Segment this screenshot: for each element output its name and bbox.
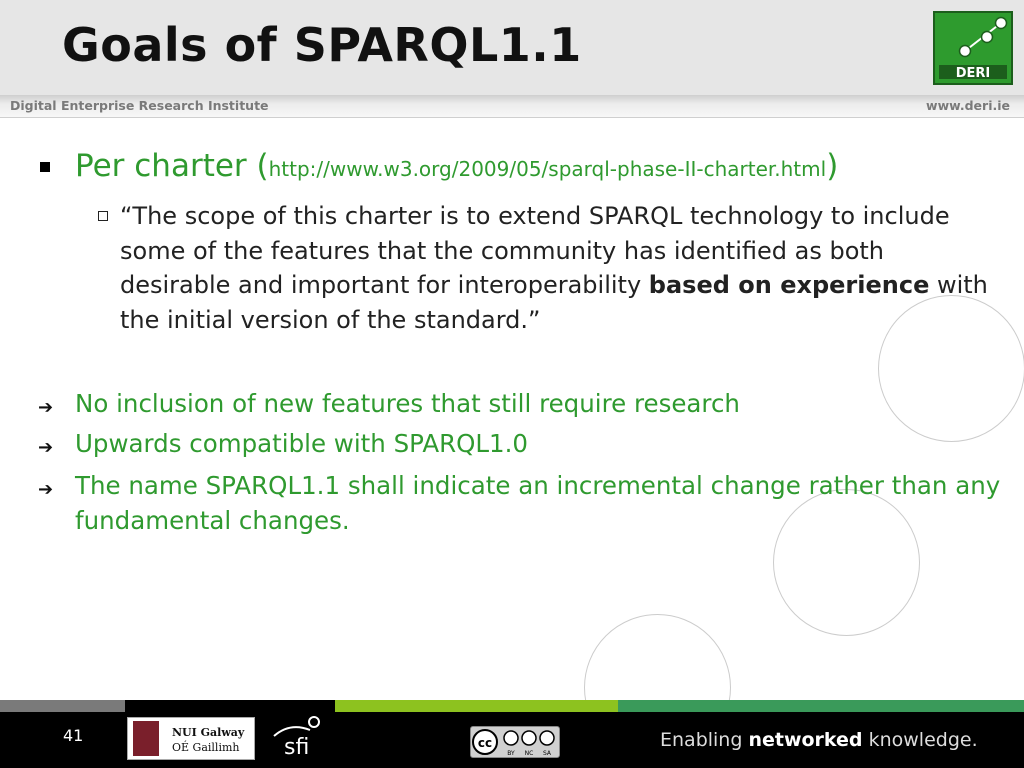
nui-galway-logo bbox=[127, 717, 255, 760]
page-number: 41 bbox=[63, 726, 84, 745]
footer-stripe bbox=[125, 700, 335, 712]
footer-stripe bbox=[335, 700, 618, 712]
sfi-text: sfi bbox=[284, 735, 310, 760]
cc-by-label: BY bbox=[507, 750, 515, 757]
charter-quote bbox=[120, 199, 1000, 337]
hollow-square-bullet-icon bbox=[98, 211, 108, 221]
arrow-bullet-icon: ➔ bbox=[38, 479, 54, 500]
nui-name: NUI Galway bbox=[172, 726, 245, 739]
slide-title: Goals of SPARQL1.1 bbox=[62, 18, 582, 72]
arrow-bullet-icon: ➔ bbox=[38, 437, 54, 458]
deri-logo-text: DERI bbox=[955, 66, 991, 81]
svg-text:cc: cc bbox=[477, 736, 493, 750]
nui-name-irish: OÉ Gaillimh bbox=[172, 741, 240, 754]
goal-item: The name SPARQL1.1 shall indicate an incremental change rather than any fundamental changes. bbox=[75, 471, 1001, 535]
cc-nc-label: NC bbox=[524, 750, 534, 757]
nui-tower-icon bbox=[133, 721, 159, 756]
sfi-logo bbox=[270, 714, 345, 766]
footer-stripe bbox=[618, 700, 1024, 712]
goal-item: Upwards compatible with SPARQL1.0 bbox=[75, 429, 529, 458]
charter-bullet bbox=[75, 148, 838, 184]
square-bullet-icon bbox=[40, 162, 50, 172]
tagline bbox=[660, 729, 978, 751]
cc-sa-label: SA bbox=[542, 750, 552, 757]
footer-stripe bbox=[0, 700, 125, 712]
quote-bold: based on experience bbox=[648, 271, 930, 299]
goal-item: No inclusion of new features that still require research bbox=[75, 389, 740, 418]
institute-name: Digital Enterprise Research Institute bbox=[10, 98, 269, 113]
charter-suffix: ) bbox=[826, 148, 839, 184]
arrow-bullet-icon: ➔ bbox=[38, 397, 54, 418]
tagline-post: knowledge. bbox=[862, 729, 978, 751]
tagline-pre: Enabling bbox=[660, 729, 749, 751]
charter-link[interactable]: http://www.w3.org/2009/05/sparql-phase-II-charter.html bbox=[268, 157, 827, 181]
website-link[interactable]: www.deri.ie bbox=[926, 98, 1010, 113]
tagline-bold: networked bbox=[748, 729, 863, 751]
deri-logo-icon bbox=[935, 13, 1011, 83]
charter-prefix: Per charter ( bbox=[75, 148, 269, 184]
quote-part1: “The scope of this charter is to extend SPARQL technology to include some of the features that the community has identified as both desirable and important for interoperability bbox=[120, 202, 950, 299]
deri-logo bbox=[933, 11, 1013, 85]
cc-license-icon bbox=[471, 727, 559, 757]
quote-part2: with the initial version of the standard.” bbox=[120, 271, 988, 334]
creative-commons-badge[interactable] bbox=[470, 726, 560, 758]
